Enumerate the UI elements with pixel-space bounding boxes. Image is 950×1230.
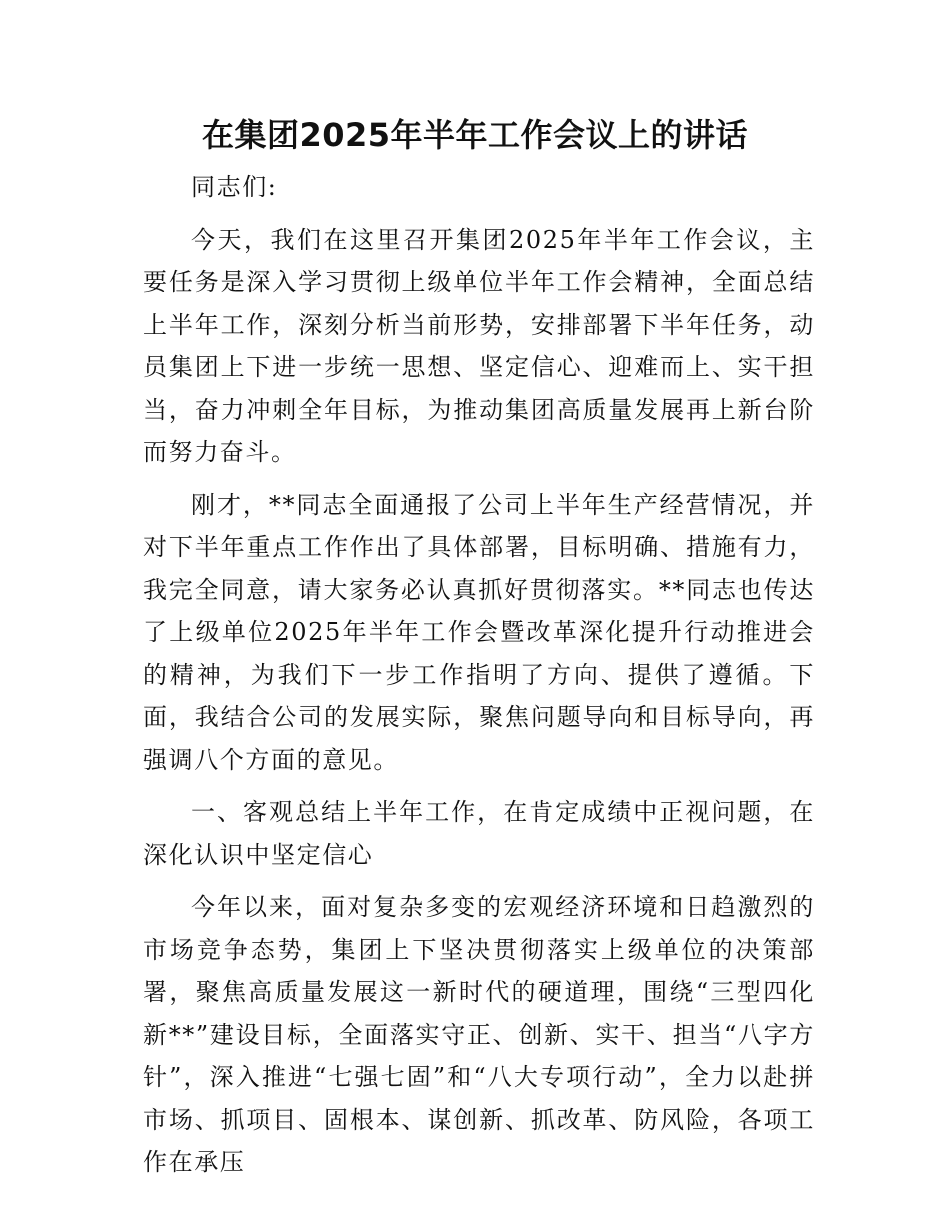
document-title: 在集团2025年半年工作会议上的讲话: [201, 116, 749, 154]
paragraph-briefing: 刚才，**同志全面通报了公司上半年生产经营情况，并对下半年重点工作作出了具体部署，目标明确、措施有力，我完全同意，请大家务必认真抓好贯彻落实。**同志也传达了上级单位2025年半年工作会暨改革深化提升行动推进会的精神，为我们下一步工作指明了方向、提供了遵循。下面，我结合公司的发展实际，聚焦问题导向和目标导向，再强调八个方面的意见。: [143, 490, 815, 774]
paragraph-opening: 今天，我们在这里召开集团2025年半年工作会议，主要任务是深入学习贯彻上级单位半年工作会精神，全面总结上半年工作，深刻分析当前形势，安排部署下半年任务，动员集团上下进一步统一思想、坚定信心、迎难而上、实干担当，奋力冲刺全年目标，为推动集团高质量发展再上新台阶而努力奋斗。: [143, 225, 815, 466]
salutation: 同志们:: [191, 173, 278, 201]
paragraph-review: 今年以来，面对复杂多变的宏观经济环境和日趋激烈的市场竞争态势，集团上下坚决贯彻落实上级单位的决策部署，聚焦高质量发展这一新时代的硬道理，围绕“三型四化新**”建设目标，全面落实守正、创新、实干、担当“八字方针”，深入推进“七强七固”和“八大专项行动”，全力以赴拼市场、抓项目、固根本、谋创新、抓改革、防风险，各项工作在承压: [143, 893, 815, 1176]
section-heading-1: 一、客观总结上半年工作，在肯定成绩中正视问题，在深化认识中坚定信心: [143, 798, 815, 869]
document-body: [143, 166, 815, 1194]
